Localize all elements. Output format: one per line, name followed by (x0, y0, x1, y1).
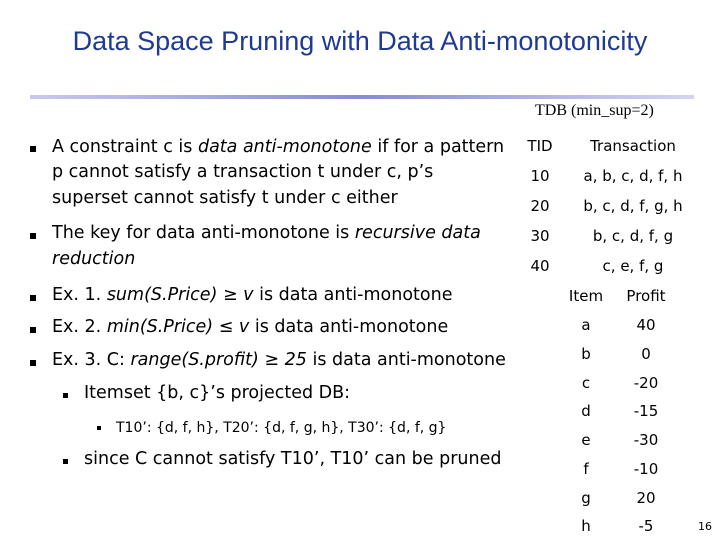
tdb-table (509, 131, 695, 281)
table-row (509, 251, 695, 281)
table-header-row (556, 282, 676, 311)
bullet-marker (30, 360, 36, 366)
bullet-1-line-3: superset cannot satisfy t under c either (52, 188, 398, 208)
item-cell: b (581, 344, 591, 363)
title-divider (30, 95, 694, 99)
profit-cell: -10 (633, 459, 659, 478)
transaction-cell: a, b, c, d, f, h (583, 167, 683, 185)
bullet-4: Ex. 2. min(S.Price) ≤ v is data anti-monotone (52, 317, 449, 337)
item-cell: e (581, 431, 591, 450)
transaction-cell: b, c, d, f, g, h (583, 197, 683, 215)
bullet-8: since C cannot satisfy T10’, T10’ can be pruned (84, 449, 502, 469)
table-row (509, 161, 695, 191)
table-row (509, 221, 695, 251)
table-row (556, 340, 676, 369)
profit-cell: -20 (633, 373, 659, 392)
item-profit-table (556, 282, 676, 541)
table-row (556, 311, 676, 340)
table-header-row (509, 131, 695, 161)
sub-sub-bullet-marker (97, 426, 101, 430)
table-row (556, 368, 676, 397)
header-transaction: Transaction (590, 137, 676, 155)
profit-cell: 20 (636, 488, 656, 507)
sub-bullet-marker (63, 459, 68, 464)
slide-title: Data Space Pruning with Data Anti-monotonicity (72, 26, 648, 56)
bullet-marker (30, 327, 36, 333)
item-cell: h (581, 517, 591, 536)
bullet-marker (30, 146, 36, 152)
bullet-3: Ex. 1. sum(S.Price) ≥ v is data anti-monotone (52, 285, 453, 305)
header-tid: TID (527, 137, 553, 155)
transaction-cell: c, e, f, g (602, 257, 664, 275)
tid-cell: 30 (530, 227, 550, 245)
item-cell: d (581, 402, 591, 421)
transaction-cell: b, c, d, f, g (592, 227, 674, 245)
item-cell: a (581, 316, 591, 335)
item-cell: g (581, 488, 591, 507)
table-row (556, 483, 676, 512)
table-row (556, 512, 676, 541)
bullet-1-line-1: A constraint c is data anti-monotone if for a pattern (52, 137, 505, 157)
bullet-7: T10’: {d, f, h}, T20’: {d, f, g, h}, T30’: {d, f, g} (116, 420, 447, 436)
table-row (556, 397, 676, 426)
header-profit: Profit (626, 287, 666, 306)
item-cell: c (581, 373, 591, 392)
profit-cell: 0 (641, 344, 651, 363)
tid-cell: 40 (530, 257, 550, 275)
slide-number: 16 (698, 520, 712, 533)
profit-cell: -15 (633, 402, 659, 421)
bullet-1-line-2: p cannot satisfy a transaction t under c, p’s (52, 162, 434, 182)
bullet-2-line-1: The key for data anti-monotone is recursive data (52, 223, 481, 243)
table-row (556, 455, 676, 484)
bullet-marker (30, 233, 36, 239)
sub-bullet-marker (63, 393, 68, 398)
bullet-6: Itemset {b, c}’s projected DB: (84, 383, 351, 403)
profit-cell: -30 (633, 431, 659, 450)
profit-cell: -5 (638, 517, 654, 536)
tid-cell: 10 (530, 167, 550, 185)
table-row (509, 191, 695, 221)
header-item: Item (568, 287, 604, 306)
bullet-2-line-2: reduction (52, 249, 136, 269)
table-row (556, 426, 676, 455)
bullet-marker (30, 295, 36, 301)
tdb-caption: TDB (min_sup=2) (535, 102, 654, 119)
profit-cell: 40 (636, 316, 656, 335)
tid-cell: 20 (530, 197, 550, 215)
bullet-5: Ex. 3. C: range(S.profit) ≥ 25 is data anti-monotone (52, 350, 506, 370)
item-cell: f (583, 459, 589, 478)
